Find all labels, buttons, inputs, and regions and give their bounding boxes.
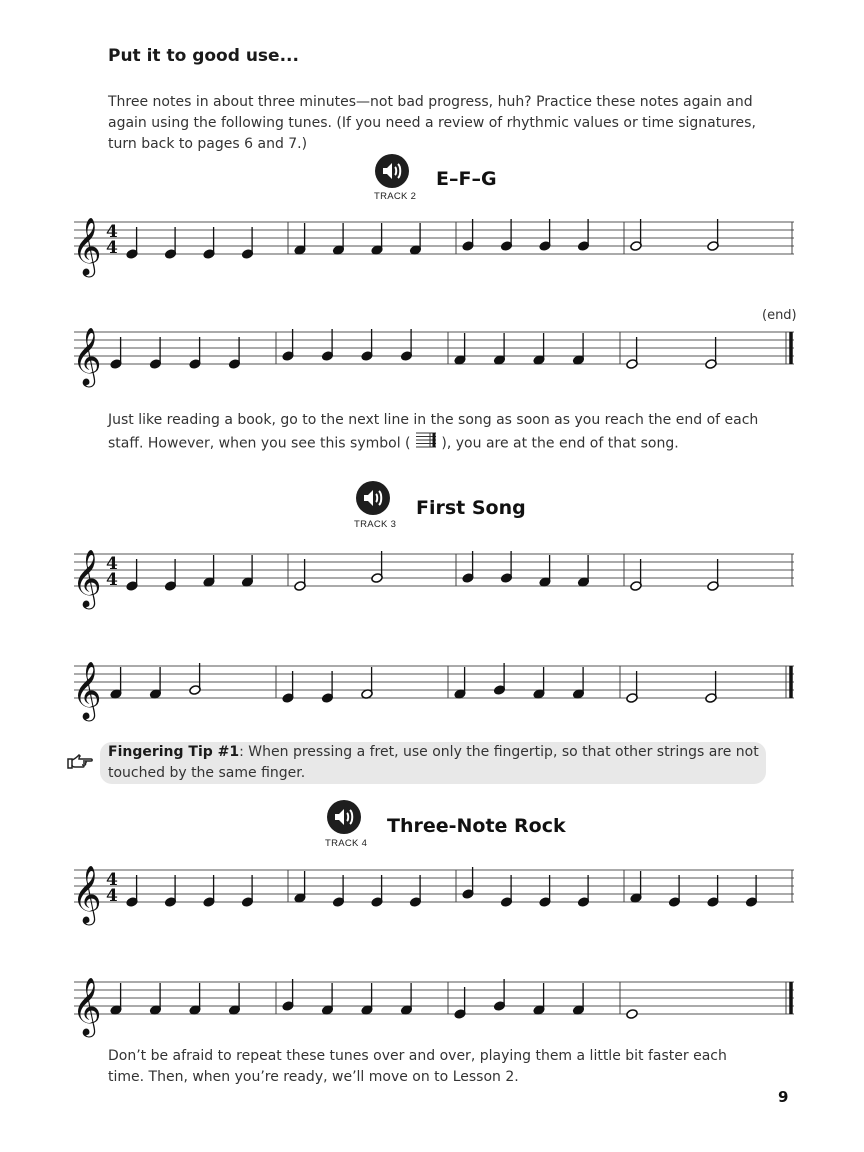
intro-line-3: turn back to pages 6 and 7.): [108, 136, 308, 152]
final-barline-icon: [415, 431, 437, 456]
tip-text-2: touched by the same finger.: [108, 765, 306, 781]
music-staff: [70, 202, 800, 282]
treble-clef: 𝄞: [72, 327, 102, 385]
track-label: TRACK 2: [374, 191, 417, 202]
middle-line-2: [108, 431, 758, 456]
pointing-hand-icon: [66, 754, 94, 776]
staff-svg: [70, 202, 800, 282]
middle-line-1: Just like reading a book, go to the next line in the song as soon as you reach the end of each: [108, 412, 759, 428]
note-head: [626, 1009, 638, 1020]
speaker-icon[interactable]: [356, 481, 390, 515]
end-label: (end): [762, 308, 797, 323]
fingering-tip: [108, 742, 759, 784]
time-signature-bottom: 4: [106, 570, 118, 590]
time-signature-top: 4: [106, 554, 118, 574]
treble-clef: 𝄞: [72, 977, 102, 1035]
music-staff: [70, 962, 800, 1042]
middle-line-2-start: staff. However, when you see this symbol (: [108, 435, 411, 452]
music-staff: [70, 534, 800, 614]
staff-svg: [70, 962, 800, 1042]
tip-label: Fingering Tip #1: [108, 744, 240, 760]
treble-clef: 𝄞: [72, 661, 102, 719]
time-signature-top: 4: [106, 870, 118, 890]
song-title: First Song: [416, 497, 526, 519]
intro-line-1: Three notes in about three minutes—not bad progress, huh? Practice these notes again and: [108, 94, 753, 110]
time-signature-top: 4: [106, 222, 118, 242]
song-title: E–F–G: [436, 168, 497, 190]
tip-text-1: : When pressing a fret, use only the fingertip, so that other strings are not: [239, 744, 759, 760]
staff-svg: [70, 312, 800, 392]
speaker-icon[interactable]: [327, 800, 361, 834]
treble-clef: 𝄞: [72, 865, 102, 923]
intro-line-2: again using the following tunes. (If you need a review of rhythmic values or time signatures,: [108, 115, 756, 131]
middle-line-2-end: ), you are at the end of that song.: [441, 435, 679, 452]
treble-clef: 𝄞: [72, 217, 102, 275]
closing-line-1: Don’t be afraid to repeat these tunes over and over, playing them a little bit faster each: [108, 1048, 727, 1064]
music-staff: [70, 850, 800, 930]
track-label: TRACK 3: [354, 519, 397, 530]
closing-paragraph: [108, 1046, 727, 1088]
treble-clef: 𝄞: [72, 549, 102, 607]
intro-paragraph: [108, 92, 756, 155]
staff-svg: [70, 850, 800, 930]
song-title: Three-Note Rock: [387, 815, 566, 837]
track-label: TRACK 4: [325, 838, 368, 849]
page-number: 9: [778, 1088, 789, 1106]
staff-svg: [70, 646, 800, 726]
closing-line-2: time. Then, when you’re ready, we’ll move on to Lesson 2.: [108, 1069, 519, 1085]
music-staff: [70, 312, 800, 392]
staff-svg: [70, 534, 800, 614]
time-signature-bottom: 4: [106, 238, 118, 258]
speaker-icon[interactable]: [375, 154, 409, 188]
time-signature-bottom: 4: [106, 886, 118, 906]
music-staff: [70, 646, 800, 726]
section-heading: Put it to good use...: [108, 46, 299, 66]
middle-paragraph: [108, 410, 758, 456]
